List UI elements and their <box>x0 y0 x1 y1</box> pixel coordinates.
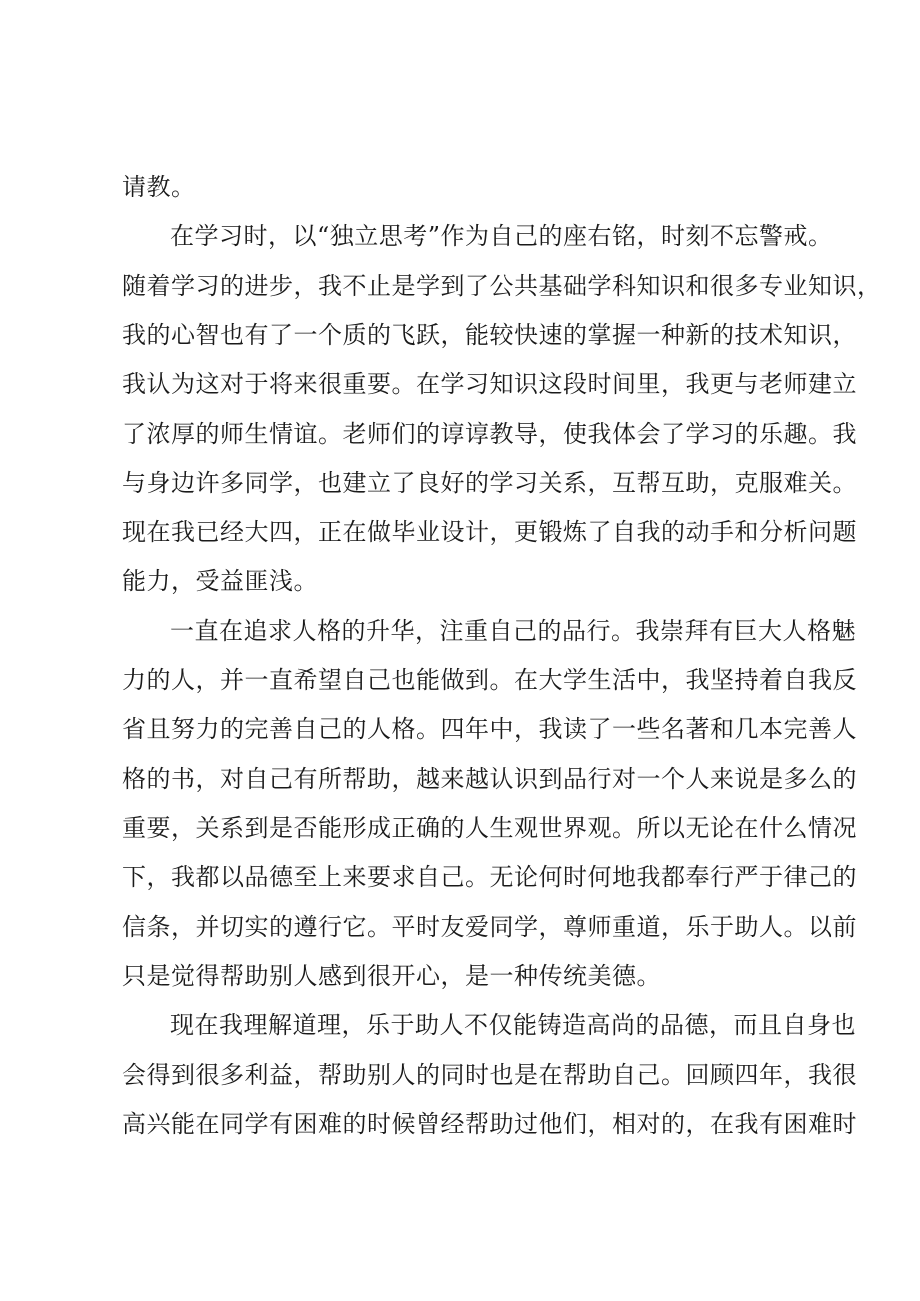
text-line: 高兴能在同学有困难的时候曾经帮助过他们，相对的，在我有困难时 <box>122 1110 857 1138</box>
text-line: 只是觉得帮助别人感到很开心，是一种传统美德。 <box>122 962 661 990</box>
text-line: 信条，并切实的遵行它。平时友爱同学，尊师重道，乐于助人。以前 <box>122 913 857 941</box>
text-line: 会得到很多利益，帮助别人的同时也是在帮助自己。回顾四年，我很 <box>122 1061 857 1089</box>
text-line: 随着学习的进步，我不止是学到了公共基础学科知识和很多专业知识， <box>122 272 882 300</box>
text-line: 我的心智也有了一个质的飞跃，能较快速的掌握一种新的技术知识， <box>122 321 857 349</box>
text-line: 我认为这对于将来很重要。在学习知识这段时间里，我更与老师建立 <box>122 370 857 398</box>
text-line: 力的人，并一直希望自己也能做到。在大学生活中，我坚持着自我反 <box>122 666 857 694</box>
text-line: 格的书，对自己有所帮助，越来越认识到品行对一个人来说是多么的 <box>122 765 857 793</box>
text-line: 重要，关系到是否能形成正确的人生观世界观。所以无论在什么情况 <box>122 814 857 842</box>
text-line: 请教。 <box>122 173 196 201</box>
text-line: 现在我已经大四，正在做毕业设计，更锻炼了自我的动手和分析问题 <box>122 518 857 546</box>
text-line: 省且努力的完善自己的人格。四年中，我读了一些名著和几本完善人 <box>122 715 857 743</box>
text-line: 一直在追求人格的升华，注重自己的品行。我崇拜有巨大人格魅 <box>170 617 856 645</box>
text-line: 了浓厚的师生情谊。老师们的谆谆教导，使我体会了学习的乐趣。我 <box>122 420 857 448</box>
text-line: 能力，受益匪浅。 <box>122 567 318 595</box>
text-line: 下，我都以品德至上来要求自己。无论何时何地我都奉行严于律己的 <box>122 863 857 891</box>
text-line: 与身边许多同学，也建立了良好的学习关系，互帮互助，克服难关。 <box>122 469 857 497</box>
text-line: 现在我理解道理，乐于助人不仅能铸造高尚的品德，而且自身也 <box>170 1011 856 1039</box>
text-line: 在学习时，以“独立思考”作为自己的座右铭，时刻不忘警戒。 <box>170 222 833 250</box>
